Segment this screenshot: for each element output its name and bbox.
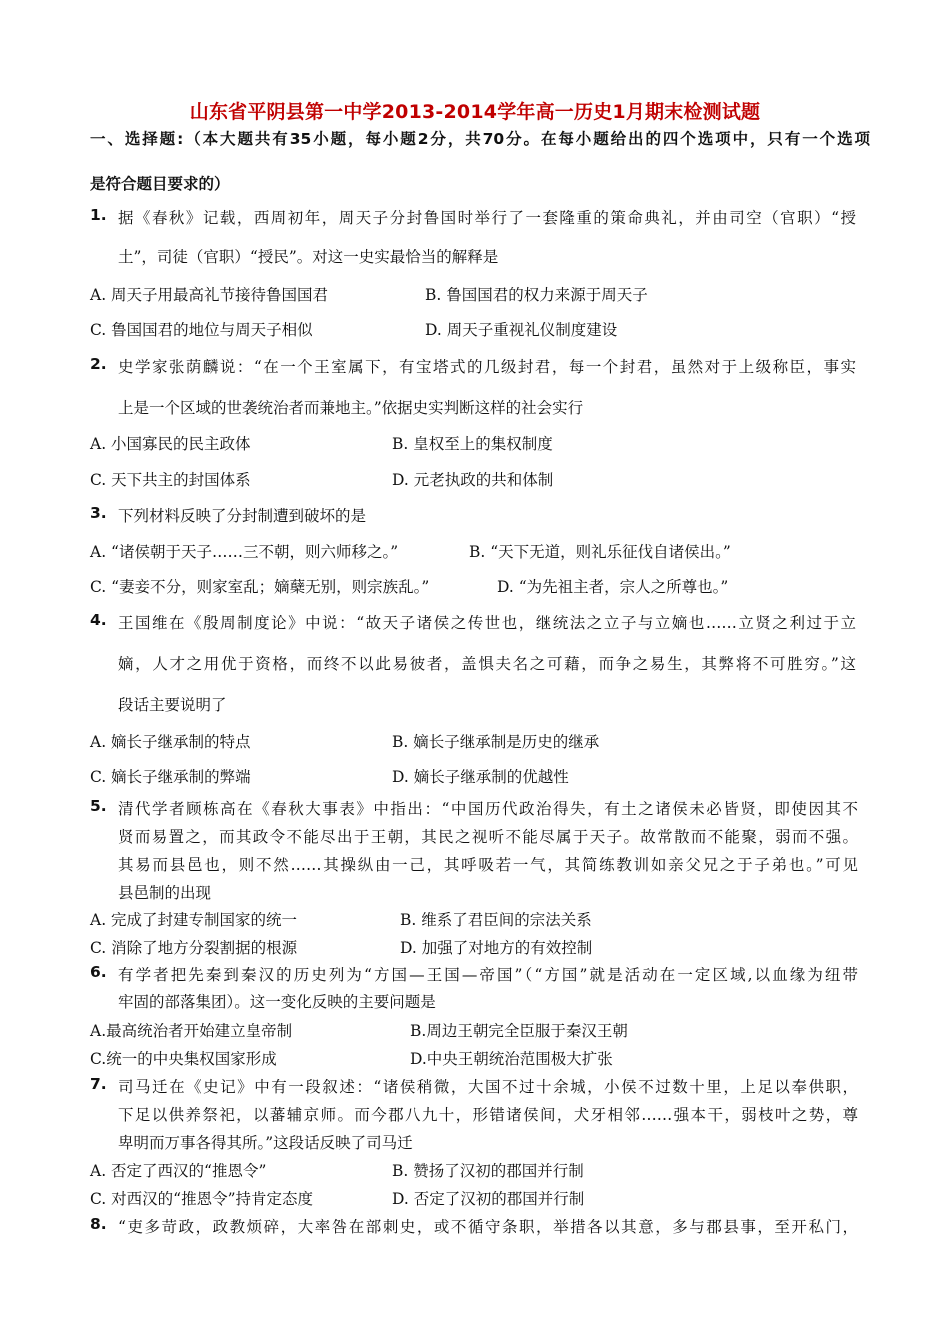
question-6-option-b: B.周边王朝完全臣服于秦汉王朝 [410,1022,628,1040]
question-7-option-a: A. 否定了西汉的“推恩令” [90,1162,267,1180]
instructions-line-2: 是符合题目要求的） [90,175,230,193]
question-6-number: 6. [90,963,107,981]
question-4-option-a: A. 嫡长子继承制的特点 [90,733,251,751]
question-1-option-a: A. 周天子用最高礼节接待鲁国国君 [90,286,329,304]
question-3-option-c: C. “妻妾不分，则家室乱；嫡蘖无别，则宗族乱。” [90,578,430,596]
question-7-option-d: D. 否定了汉初的郡国并行制 [392,1190,585,1208]
question-6-option-a: A.最高统治者开始建立皇帝制 [90,1022,293,1040]
question-1-option-d: D. 周天子重视礼仪制度建设 [425,321,618,339]
question-1-option-b: B. 鲁国国君的权力来源于周天子 [425,286,648,304]
question-4-number: 4. [90,611,107,629]
question-5-line-4: 县邑制的出现 [118,884,212,902]
question-5-option-c: C. 消除了地方分裂割据的根源 [90,939,298,957]
question-5-line-2: 贤而易置之，而其政令不能尽出于王朝，其民之视听不能尽属于天子。故常散而不能聚，弱而不强。 [118,828,858,846]
question-8-line-1: “吏多苛政，政教烦碎，大率咎在部刺史，或不循守条职，举措各以其意，多与郡县事，至开私门， [118,1218,858,1236]
question-7-number: 7. [90,1075,107,1093]
question-3-option-d: D. “为先祖主者，宗人之所尊也。” [497,578,729,596]
question-2-option-d: D. 元老执政的共和体制 [392,471,554,489]
question-4-line-3: 段话主要说明了 [118,696,227,714]
question-1-option-c: C. 鲁国国君的地位与周天子相似 [90,321,313,339]
question-1-line-2: 土”，司徒（官职）“授民”。对这一史实最恰当的解释是 [118,248,499,266]
question-7-option-b: B. 赞扬了汉初的郡国并行制 [392,1162,584,1180]
question-6-line-1: 有学者把先秦到秦汉的历史列为“方国—王国—帝国”（“方国”就是活动在一定区域,以血缘为纽带 [118,966,858,984]
question-2-option-a: A. 小国寡民的民主政体 [90,435,251,453]
question-5-number: 5. [90,797,107,815]
page-title: 山东省平阴县第一中学2013-2014学年高一历史1月期末检测试题 [189,101,761,123]
question-4-option-c: C. 嫡长子继承制的弊端 [90,768,251,786]
question-7-line-1: 司马迁在《史记》中有一段叙述：“诸侯稍微，大国不过十余城，小侯不过数十里，上足以奉供职， [118,1078,858,1096]
question-3-number: 3. [90,504,107,522]
question-1-line-1: 据《春秋》记载，西周初年，周天子分封鲁国时举行了一套隆重的策命典礼，并由司空（官职）“授 [118,209,856,227]
question-4-line-2: 嫡，人才之用优于资格，而终不以此易彼者，盖惧夫名之可藉，而争之易生，其弊将不可胜穷。”这 [118,655,856,673]
question-2-line-2: 上是一个区域的世袭统治者而兼地主。”依据史实判断这样的社会实行 [118,399,584,417]
question-8-number: 8. [90,1215,107,1233]
question-5-line-1: 清代学者顾栋高在《春秋大事表》中指出：“中国历代政治得失，有土之诸侯未必皆贤，即使因其不 [118,800,858,818]
question-4-line-1: 王国维在《殷周制度论》中说：“故天子诸侯之传世也，继统法之立子与立嫡也……立贤之利过于立 [118,614,856,632]
question-3-option-b: B. “天下无道，则礼乐征伐自诸侯出。” [469,543,731,561]
question-2-line-1: 史学家张荫麟说：“在一个王室属下，有宝塔式的几级封君，每一个封君，虽然对于上级称臣，事实 [118,358,856,376]
question-6-option-d: D.中央王朝统治范围极大扩张 [410,1050,613,1068]
question-4-option-d: D. 嫡长子继承制的优越性 [392,768,569,786]
question-2-option-b: B. 皇权至上的集权制度 [392,435,553,453]
question-3-line-1: 下列材料反映了分封制遭到破坏的是 [118,507,367,525]
question-4-option-b: B. 嫡长子继承制是历史的继承 [392,733,600,751]
question-3-option-a: A. “诸侯朝于天子……三不朝，则六师移之。” [90,543,399,561]
question-7-line-3: 卑明而万事各得其所。”这段话反映了司马迁 [118,1134,413,1152]
question-7-line-2: 下足以供养祭祀，以蕃辅京师。而今郡八九十，形错诸侯间，犬牙相邻……强本干，弱枝叶之势，尊 [118,1106,858,1124]
question-5-option-a: A. 完成了封建专制国家的统一 [90,911,298,929]
question-6-line-2: 牢固的部落集团）。这一变化反映的主要问题是 [118,993,436,1011]
question-5-line-3: 其易而县邑也，则不然……其操纵由一己，其呼吸若一气，其简练教训如亲父兄之于子弟也。”可见 [118,856,858,874]
question-2-option-c: C. 天下共主的封国体系 [90,471,251,489]
question-2-number: 2. [90,355,107,373]
question-7-option-c: C. 对西汉的“推恩令”持肯定态度 [90,1190,314,1208]
question-5-option-b: B. 维系了君臣间的宗法关系 [400,911,592,929]
question-1-number: 1. [90,206,107,224]
question-6-option-c: C.统一的中央集权国家形成 [90,1050,277,1068]
question-5-option-d: D. 加强了对地方的有效控制 [400,939,593,957]
instructions-line-1: 一、选择题:（本大题共有35小题，每小题2分，共70分。在每小题给出的四个选项中，只有一个选项 [90,130,870,148]
